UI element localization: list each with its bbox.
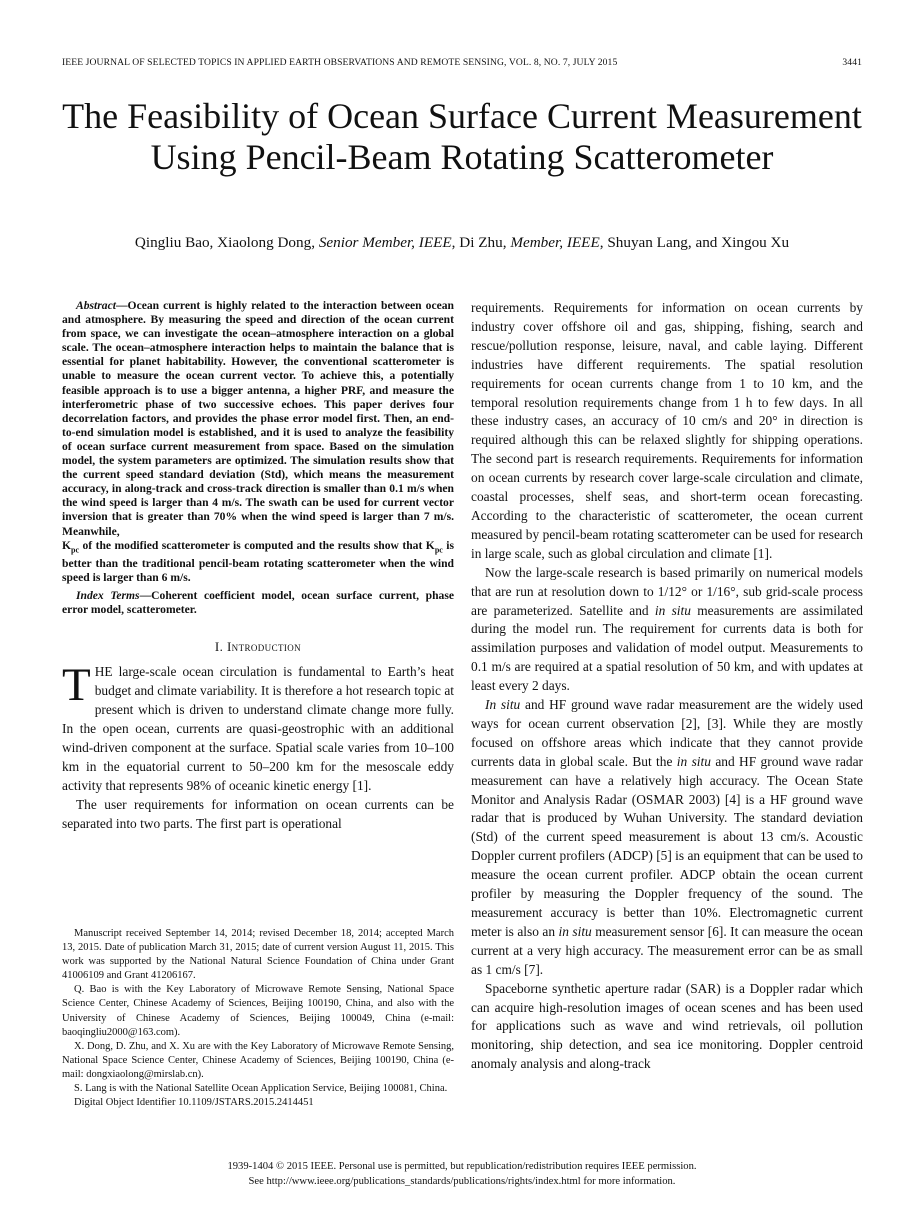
- footnote-bao: Q. Bao is with the Key Laboratory of Microwave Remote Sensing, National Space Science Center, Chinese Academy of Sciences, Beijing 100190, China, and also with the University of Chinese Academy of Sciences, Beijing 100049, China (e-mail: baoqingliu2000@163.com).: [62, 984, 454, 1038]
- index-terms-text: —Coherent coefficient model, ocean surface current, phase error model, scatterometer.: [62, 589, 454, 617]
- right-paragraph-4: Spaceborne synthetic aperture radar (SAR) is a Doppler radar which can acquire high-resolution images of ocean scenes and has been used for applications such as wave and wind retrievals, oil pollution monitoring, ship detection, and sea ice monitoring. Doppler centroid anomaly analysis and along-track: [471, 980, 863, 1072]
- footnote-dong-zhu-xu: X. Dong, D. Zhu, and X. Xu are with the Key Laboratory of Microwave Remote Sensing, National Space Science Center, Chinese Academy of Sciences, Beijing 100190, China (e-mail: dongxiaolong@mirslab.cn).: [62, 1040, 454, 1080]
- intro-paragraph-1: THE large-scale ocean circulation is fundamental to Earth’s heat budget and climate variability. It is therefore a hot research topic at present which is driven to understand climate change more fully. In the open ocean, currents are quasi-geostrophic with an additional wind-driven component at the surface. Spatial scale varies from 10–100 km in the equatorial current to 50–200 km for the mesoscale eddy activity that represents 98% of oceanic kinetic energy [1].: [62, 659, 454, 793]
- abstract-label: Abstract: [76, 299, 116, 312]
- copyright-notice: [40, 1159, 884, 1189]
- right-paragraph-2: Now the large-scale research is based primarily on numerical models that are run at resolution down to 1/12° or 1/16°, sub grid-scale process are parameterized. Satellite and in situ measurements are assimilated during the model run. The requirement for currents data is both for assimilation purposes and validation of model output. Measurements to 0.1 m/s are required at a spatial resolution of 50 km, and with updates at least every 2 days.: [471, 564, 864, 694]
- paper-title: The Feasibility of Ocean Surface Current Measurement Using Pencil-Beam Rotating Scatterometer: [62, 96, 862, 177]
- footnote-manuscript: Manuscript received September 14, 2014; revised December 18, 2014; accepted March 13, 2015. Date of publication March 31, 2015; date of current version August 11, 2015. This work was supported by the National Natural Science Foundation of China under Grant 41006109 and Grant 41206167.: [62, 928, 454, 982]
- right-paragraph-1: requirements. Requirements for information on ocean currents by industry cover offshore oil and gas, shipping, fishing, search and rescue/pollution response, leisure, naval, and cable laying. Different industries have different requirements. The spatial resolution requirements for ocean currents change from 1 to 10 km, and the temporal resolution requirements change from 1 h to few days. In all these industry cases, an accuracy of 10 cm/s and 20° in direction is required although this can be relaxed slightly for shipping operations. The second part is research requirements. Requirements for information on ocean currents by research cover large-scale circulation and climate, coastal processes, shelf seas, and short-term ocean forecasting. According to the characteristic of scatterometer, the ocean current measured by pencil-beam rotating scatterometer can be used for research in large scale, such as global circulation and climate [1].: [471, 300, 863, 561]
- author-group-3: , Shuyan Lang, and Xingou Xu: [599, 234, 790, 251]
- footnotes: [62, 927, 454, 1110]
- left-column: [62, 299, 454, 834]
- abstract-text-2: of the modified scatterometer is computed and the results show that: [79, 538, 426, 552]
- abstract-text: —Ocean current is highly related to the interaction between ocean and atmosphere. By measuring the speed and direction of the ocean current from space, we can investigate the ocean–atmosphere interaction on a global scale. The ocean–atmosphere interaction helps to maintain the balance that is essential for planet habitability. However, the conventional scatterometer is unable to measure the ocean current vector. To achieve this, a potentially feasible approach is to use a bigger antenna, a higher PRF, and measure the interferometric phase of two successive echoes. This paper derives four decorrelation factors, and provides the phase error model first. Then, an end-to-end simulation model is established, and it is used to analyze the feasibility of ocean surface current measurement from space. Based on the simulation model, the system parameters are optimized. The simulation results show that the current speed standard deviation (Std), which means the measurement accuracy, in along-track and cross-track direction is smaller than 0.1 m/s when the wind speed is larger than 4 m/s. The swath can be used for current vector inversion that is greater than 70% when the wind speed is larger than 7 m/s. Meanwhile,: [62, 299, 454, 538]
- author-role-1: Senior Member, IEEE: [318, 234, 452, 251]
- author-group-2: , Di Zhu,: [451, 234, 511, 251]
- drop-cap: T: [62, 659, 91, 712]
- section-heading-introduction: I. Introduction: [214, 639, 302, 655]
- copyright-line-2: See http://www.ieee.org/publications_standards/publications/rights/index.html for more information.: [248, 1176, 676, 1187]
- footnote-doi: Digital Object Identifier 10.1109/JSTARS.2015.2414451: [74, 1097, 314, 1109]
- copyright-line-1: 1939-1404 © 2015 IEEE. Personal use is permitted, but republication/redistribution requires IEEE permission.: [227, 1161, 697, 1172]
- kpc-symbol: $K_{pc}$: [62, 538, 80, 554]
- author-list: [40, 234, 884, 252]
- kpc-symbol-2: $K_{pc}$: [425, 538, 443, 554]
- index-terms-label: Index Terms: [76, 589, 140, 603]
- right-paragraph-3: In situ and HF ground wave radar measurement are the widely used ways for ocean current observation [2], [3]. While they are mostly focused on offshore areas which indicate that they cannot provide currents data in global scale. But the in situ and HF ground wave radar measurement can have a relatively high accuracy. The Ocean State Monitor and Analysis Radar (OSMAR 2003) [4] is a HF ground wave radar that is produced by Wuhan University. The standard deviation (Std) of the current speed measurement is about 13 cm/s. Acoustic Doppler current profilers (ADCP) [5] is an equipment that can be used to measure the ocean current profiler. ADCP obtain the ocean current profiler by measuring the Doppler frequency of the sound. The measurement accuracy is better than 10%. Electromagnetic current meter is also an in situ measurement sensor [6]. It can measure the ocean current at a very high accuracy. The measurement error can be as small as 1 cm/s [7].: [471, 697, 863, 977]
- page-number: 3441: [842, 57, 862, 68]
- abstract-text-3: is better than the traditional pencil-beam rotating scatterometer when the wind speed is larger than 6 m/s.: [62, 538, 455, 585]
- index-terms: [62, 589, 454, 617]
- author-group-1: Qingliu Bao, Xiaolong Dong,: [134, 234, 319, 251]
- running-header: [62, 57, 862, 68]
- abstract: [62, 299, 454, 585]
- journal-name: IEEE JOURNAL OF SELECTED TOPICS IN APPLIED EARTH OBSERVATIONS AND REMOTE SENSING, VOL. 8, NO. 7, JULY 2015: [62, 57, 618, 68]
- author-role-2: Member, IEEE: [510, 234, 600, 251]
- footnote-lang: S. Lang is with the National Satellite Ocean Application Service, Beijing 100081, China.: [74, 1083, 448, 1095]
- right-column: [471, 299, 863, 1074]
- intro-paragraph-2: The user requirements for information on ocean currents can be separated into two parts. The first part is operational: [62, 796, 454, 831]
